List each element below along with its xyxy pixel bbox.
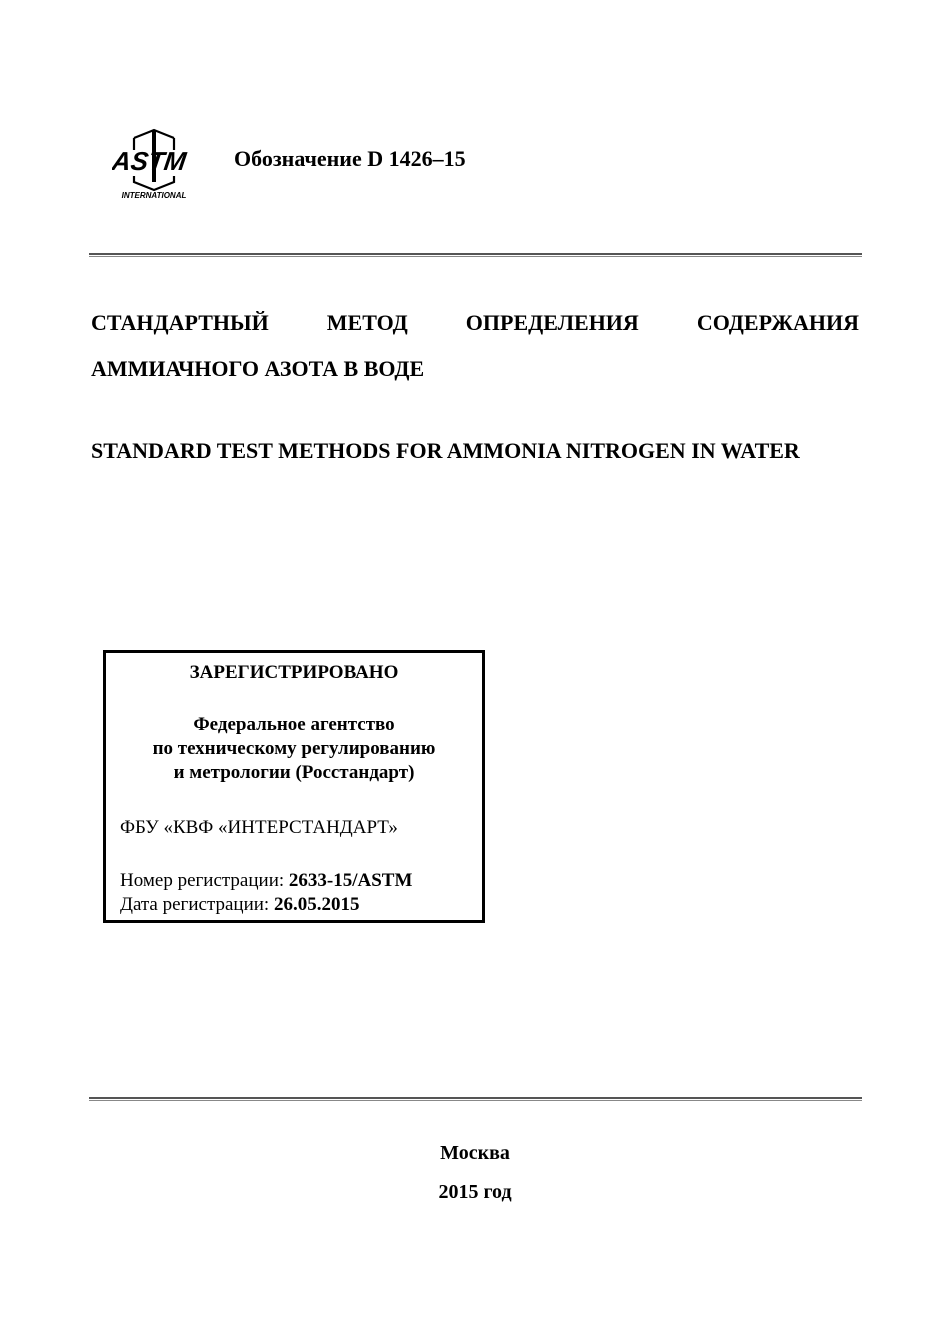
registration-date — [120, 893, 359, 917]
publication-year: 2015 год — [438, 1181, 512, 1203]
english-title: STANDARD TEST METHODS FOR AMMONIA NITROGEN IN WATER — [91, 438, 800, 463]
registration-heading: ЗАРЕГИСТРИРОВАНО — [189, 662, 399, 683]
top-divider — [89, 253, 862, 258]
registration-date-value: 26.05.2015 — [273, 894, 360, 915]
registration-organization: ФБУ «КВФ «ИНТЕРСТАНДАРТ» — [120, 817, 398, 838]
astm-logo-icon — [112, 126, 196, 200]
registration-agency — [106, 713, 482, 785]
registration-number-label: Номер регистрации: — [120, 870, 289, 891]
astm-logo — [112, 126, 196, 200]
bottom-divider — [89, 1097, 862, 1102]
svg-text:INTERNATIONAL: INTERNATIONAL — [121, 191, 187, 200]
svg-text:ASTM: ASTM — [112, 146, 188, 176]
registration-stamp — [103, 650, 485, 923]
registration-date-label: Дата регистрации: — [120, 894, 274, 915]
registration-number-value: 2633-15/ASTM — [288, 870, 413, 891]
registration-number — [120, 869, 412, 893]
document-designation: Обозначение D 1426–15 — [234, 146, 466, 171]
agency-line: и метрологии (Росстандарт) — [173, 762, 415, 783]
agency-line: по техническому регулированию — [152, 738, 436, 759]
agency-line: Федеральное агентство — [193, 714, 395, 735]
russian-title: СТАНДАРТНЫЙ МЕТОД ОПРЕДЕЛЕНИЯ СОДЕРЖАНИЯ АММИАЧНОГО АЗОТА В ВОДЕ — [91, 310, 859, 381]
publication-city: Москва — [440, 1142, 510, 1164]
